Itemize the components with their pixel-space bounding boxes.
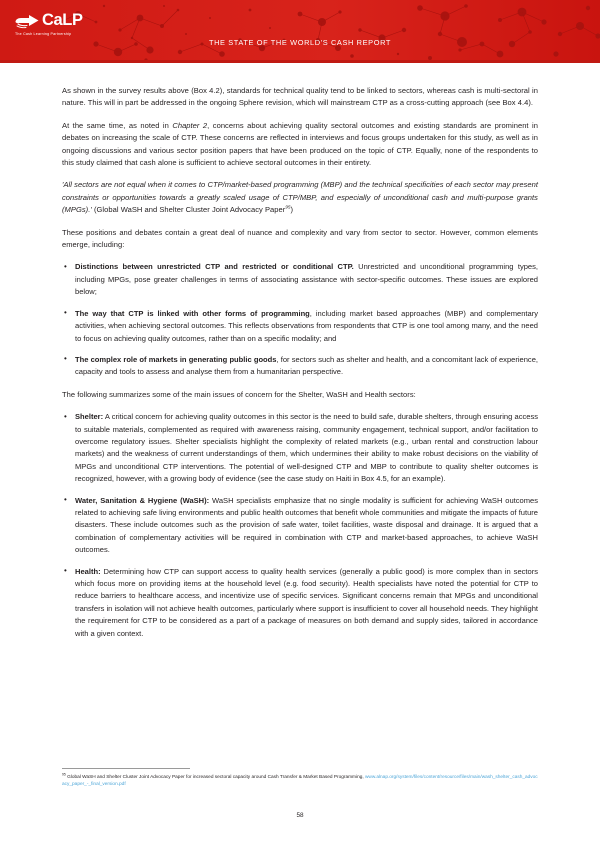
list-item — [62, 411, 538, 485]
page-header-banner — [0, 0, 600, 63]
page-number: 58 — [296, 812, 304, 819]
pull-quote-attribution-close: ) — [290, 205, 294, 215]
list-item — [62, 495, 538, 557]
paragraph-survey-results-text: As shown in the survey results above (Box 4.2), standards for technical quality tend to be linked to sectors, whereas cash is multi-sectoral in nature. This will in part be addressed in the ongoing Sphere revision, which will mainstream CTP as a cross-cutting approach (see Box 4.4). — [62, 86, 538, 108]
report-title: THE STATE OF THE WORLD'S CASH REPORT — [208, 38, 392, 47]
paragraph-chapter-lead: At the same time, as noted in — [62, 120, 173, 130]
bullet-3-heading: The complex role of markets in generating public goods — [75, 354, 277, 364]
paragraph-survey-results — [62, 85, 538, 110]
paragraph-chapter-reference — [62, 120, 538, 170]
calp-logo — [14, 12, 83, 36]
header-molecular-pattern — [0, 0, 600, 63]
footnote-marker-95: 95 — [285, 204, 291, 210]
sector-issues-list — [62, 411, 538, 640]
footnote-95 — [62, 771, 538, 789]
paragraph-sectors-lead — [62, 389, 538, 401]
sector-wash-heading: Water, Sanitation & Hygiene (WaSH): — [75, 495, 210, 505]
footnote-area — [62, 768, 538, 789]
chapter-reference-italic: Chapter 2 — [172, 120, 208, 130]
bullet-2-heading: The way that CTP is linked with other forms of programming — [75, 308, 310, 318]
footnote-body-text: Global WaSH and Shelter Cluster Joint Advocacy Paper for increased sectoral capacity around Cash Transfer & Market Based Programming, — [65, 774, 365, 780]
sector-health-heading: Health: — [75, 566, 101, 576]
paragraph-chapter-rest: , concerns about achieving quality sectoral outcomes and existing standards are prominent in debates on increasing the scale of CTP. These concerns are reflected in interviews and focus groups undertaken for this study, as well as in ongoing discussions and various sector position papers that have been produced on the topic of CTP. Equally, none of the respondents to this study claimed that cash alone is sufficient to achieve sectoral outcomes in their entirety. — [62, 120, 538, 168]
sector-wash-body: WaSH specialists emphasize that no single modality is sufficient for achieving WaSH outcomes related to achieving safe living environments and public health outcomes that benefit whole communities and mitigate the impacts of future disasters. These include outcomes such as the provision of safe water, toilet facilities, waste disposal and drainage. It is argued that a combination of complementary activities will be required in combination with CTP and market-based approaches, to achieve WaSH outcomes. — [75, 495, 538, 555]
page-content — [0, 63, 600, 640]
sector-health-body: Determining how CTP can support access to quality health services (generally a public good) is more complex than in sectors which focus more on providing items at the household level (e.g. food security). Health specialists have noted the potential for CTP to reduce barriers to healthcare access, and incentivize use of specific services. Significant concerns remain that MPGs and unconditional transfers in isolation will not achieve health outcomes, particularly where support is insufficient to cover all household needs. They highlight the requirement for CTP to be considered as a part of a package of measures on both demand and supply sides, tailored in accordance with a given context. — [75, 566, 538, 638]
calp-hand-icon — [14, 12, 40, 29]
list-item — [62, 308, 538, 345]
common-elements-list — [62, 261, 538, 378]
footnote-number: 95 — [62, 771, 66, 776]
list-item — [62, 354, 538, 379]
pull-quote-attribution: (Global WaSH and Shelter Cluster Joint Advocacy Paper — [91, 205, 286, 215]
footnote-url-link[interactable]: www.alnap.org/system/files/content/resource/files/main/wash_shelter_cash_advocacy_paper_-_final_version.pdf — [62, 774, 538, 788]
bullet-2-body: , including market based approaches (MBP) and complementary activities, when achieving sectoral outcomes. This reflects observations from respondents that CTP is one tool among many, and the need to focus on achieving quality outcomes, rather than on a specific modality; and — [75, 308, 538, 343]
bullet-1-body: Unrestricted and unconditional programming types, including MPGs, pose greater challenges in terms of associating assistance with sector-specific outcomes. These issues are explored below; — [75, 262, 538, 297]
bullet-1-heading: Distinctions between unrestricted CTP and restricted or conditional CTP. — [75, 262, 354, 272]
list-item — [62, 566, 538, 640]
footnote-separator-rule — [62, 768, 190, 769]
bullet-3-body: , for sectors such as shelter and health, and a concomitant lack of experience, capacity and tools to assess and analyse them from a humanitarian perspective. — [75, 354, 538, 377]
paragraph-common-elements-lead — [62, 227, 538, 252]
calp-logo-tagline: The Cash Learning Partnership — [15, 31, 72, 36]
sector-shelter-heading: Shelter: — [75, 412, 104, 422]
sector-shelter-body: A critical concern for achieving quality outcomes in this sector is the need to build safe, durable shelters, through ensuring access to suitable materials, complemented as required with awareness raising, community engagement, technical support, and/or facilitation to overcome regulatory issues. Shelter specialists highlight the complexity of related markets (e.g., urban rental and construction labour markets) and the weakness of current understandings of them, which undermines their ability to make robust decisions on the viability of MPGs and unconditional CTP interventions. The potential of well-designed CTP and MBP to contribute to quality shelter outcomes is recognized, however, with a growing body of evidence (see the case study on Haiti in Box 4.5, for an example). — [75, 412, 538, 484]
pull-quote-text: 'All sectors are not equal when it comes to CTP/market-based programming (MBP) and the technical specificities of each sector may present constraints or opportunities towards a greatly scaled usage of CTP/MBP, and especially of unconditional cash and multi-purpose grants (MPGs).' — [62, 180, 538, 215]
pull-quote-advocacy-paper — [62, 179, 538, 216]
sectors-lead-text: The following summarizes some of the main issues of concern for the Shelter, WaSH and Health sectors: — [62, 389, 416, 399]
calp-logo-wordmark: CaLP — [42, 11, 83, 30]
list-item — [62, 261, 538, 298]
common-elements-lead-text: These positions and debates contain a great deal of nuance and complexity and vary from sector to sector. However, common elements emerge, including: — [62, 227, 538, 250]
